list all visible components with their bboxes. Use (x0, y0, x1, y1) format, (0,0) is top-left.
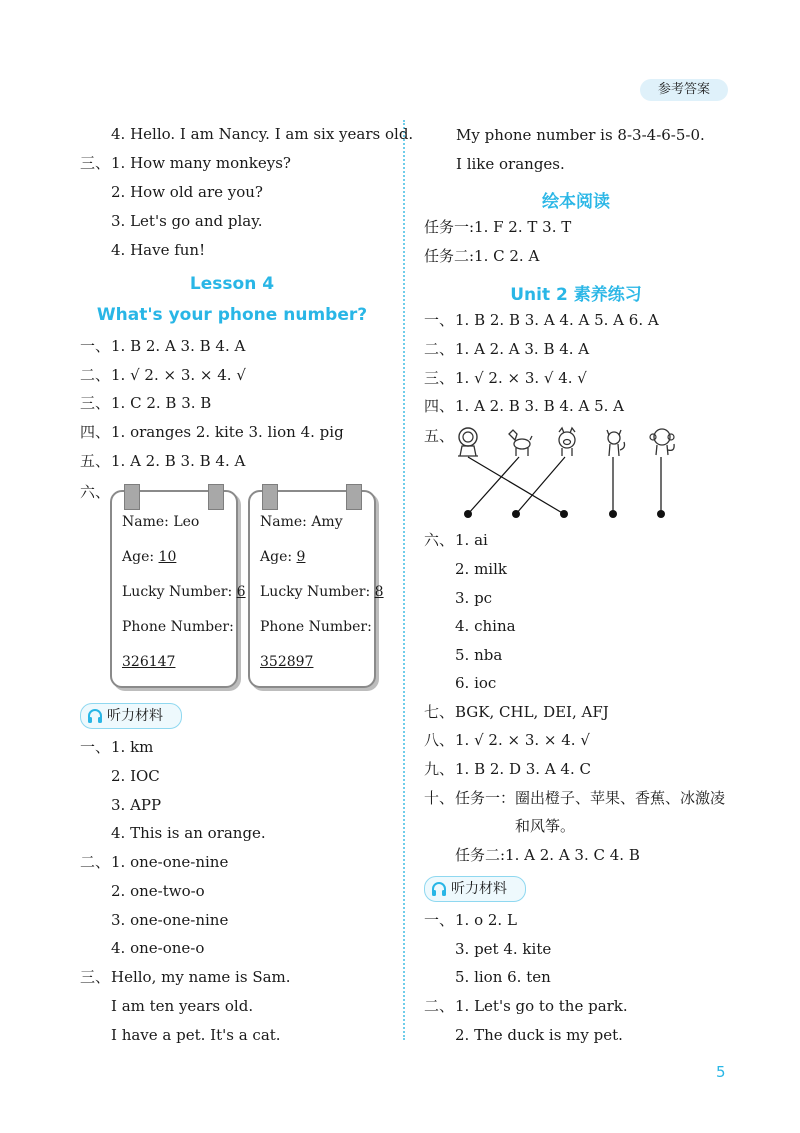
list-item: 1. o 2. L (455, 911, 517, 929)
list-item: 1. Let's go to the park. (455, 997, 628, 1015)
lesson-title: Lesson 4 (189, 274, 275, 294)
list-item: Hello, my name is Sam. (111, 968, 291, 986)
list-item: 2. milk (455, 560, 507, 578)
answer-row: 1. C 2. B 3. B (111, 394, 212, 412)
section-label: 三、 (80, 394, 111, 412)
list-item: 2. The duck is my pet. (455, 1026, 623, 1044)
answer-row: 1. A 2. B 3. B 4. A (111, 452, 246, 470)
clip-icon (124, 484, 140, 510)
picture-book-title: 绘本阅读 (542, 192, 610, 212)
answer-row: 1. A 2. B 3. B 4. A 5. A (455, 397, 625, 415)
section-label: 一、 (424, 911, 455, 929)
list-item: 3. pet 4. kite (455, 940, 552, 958)
list-item: 2. IOC (111, 767, 160, 785)
list-item: 2. How old are you? (111, 183, 263, 201)
right-line-oranges: I like oranges. (456, 155, 565, 173)
list-item: 5. nba (455, 646, 503, 664)
section-label: 八、 (424, 731, 455, 749)
clip-icon (262, 484, 278, 510)
section-label: 十、 (424, 789, 455, 807)
list-item: 5. lion 6. ten (455, 968, 551, 986)
list-item: 3. pc (455, 589, 493, 607)
card-age: Age: 10 (122, 549, 177, 565)
list-item: 1. km (111, 738, 154, 756)
list-item: 3. one-one-nine (111, 911, 229, 929)
clip-icon (208, 484, 224, 510)
card-phone: 326147 (122, 654, 176, 670)
clip-icon (346, 484, 362, 510)
section-label: 三、 (424, 369, 455, 387)
card-name: Name: Amy (260, 514, 343, 530)
headphones-icon (87, 708, 103, 724)
answer-row: 1. √ 2. × 3. √ 4. √ (455, 369, 587, 387)
task-row: 任务二:1. A 2. A 3. C 4. B (455, 846, 640, 864)
section-label: 四、 (80, 423, 111, 441)
task-row: 任务一:1. F 2. T 3. T (424, 218, 572, 236)
list-item: 4. china (455, 617, 516, 635)
answer-row: 1. B 2. B 3. A 4. A 5. A 6. A (455, 311, 659, 329)
task-row-cont: 和风筝。 (515, 817, 576, 835)
listening-label: 听力材料 (107, 708, 163, 724)
list-item: 1. How many monkeys? (111, 154, 291, 172)
card-phone-label: Phone Number: (122, 619, 234, 635)
match-dot (464, 510, 472, 518)
list-item: 3. APP (111, 796, 162, 814)
list-item: 1. ai (455, 531, 488, 549)
section-label: 二、 (80, 853, 111, 871)
list-item: 4. one-one-o (111, 939, 205, 957)
section-label: 二、 (424, 340, 455, 358)
answer-row: 1. √ 2. × 3. × 4. √ (455, 731, 590, 749)
unit-title: Unit 2 素养练习 (510, 285, 642, 305)
match-dot (609, 510, 617, 518)
section-label: 二、 (80, 366, 111, 384)
headphones-icon (431, 881, 447, 897)
section-label: 一、 (80, 337, 111, 355)
card-name: Name: Leo (122, 514, 200, 530)
answer-row: 1. oranges 2. kite 3. lion 4. pig (111, 423, 344, 441)
listening-material-tag (80, 703, 182, 729)
section-label: 五、 (424, 427, 455, 445)
card-age: Age: 9 (260, 549, 306, 565)
list-item: I am ten years old. (111, 997, 254, 1015)
list-item: I have a pet. It's a cat. (111, 1026, 281, 1044)
list-item: 4. Have fun! (111, 241, 206, 259)
answer-row: 1. √ 2. × 3. × 4. √ (111, 366, 246, 384)
match-dot (512, 510, 520, 518)
card-phone: 352897 (260, 654, 314, 670)
section-label: 六、 (80, 483, 111, 501)
matching-lines (440, 440, 680, 520)
lesson-subtitle: What's your phone number? (96, 305, 368, 325)
answer-row: BGK, CHL, DEI, AFJ (455, 703, 609, 721)
card-phone-label: Phone Number: (260, 619, 372, 635)
list-item: 1. one-one-nine (111, 853, 229, 871)
right-line-phone: My phone number is 8-3-4-6-5-0. (456, 126, 705, 144)
section-label: 三、 (80, 968, 111, 986)
list-item: 2. one-two-o (111, 882, 205, 900)
answer-row: 1. B 2. D 3. A 4. C (455, 760, 591, 778)
section-label: 二、 (424, 997, 455, 1015)
card-lucky: Lucky Number: 6 (122, 584, 246, 600)
task-row: 任务二:1. C 2. A (424, 247, 540, 265)
section-label: 七、 (424, 703, 455, 721)
page-number: 5 (716, 1063, 726, 1081)
section-label: 六、 (424, 531, 455, 549)
match-dot (560, 510, 568, 518)
listening-material-tag (424, 876, 526, 902)
card-lucky: Lucky Number: 8 (260, 584, 384, 600)
info-card-leo (110, 490, 246, 688)
left-line-nancy: 4. Hello. I am Nancy. I am six years old. (111, 125, 414, 143)
list-item: 4. This is an orange. (111, 824, 266, 842)
match-dot (657, 510, 665, 518)
answer-key-badge: 参考答案 (640, 79, 728, 101)
section-label: 三、 (80, 154, 111, 172)
answer-row: 1. A 2. A 3. B 4. A (455, 340, 590, 358)
info-card-amy (248, 490, 384, 688)
list-item: 6. ioc (455, 674, 497, 692)
list-item: 3. Let's go and play. (111, 212, 263, 230)
column-divider (403, 120, 405, 1040)
listening-label: 听力材料 (451, 881, 507, 897)
answer-row: 1. B 2. A 3. B 4. A (111, 337, 246, 355)
section-label: 一、 (80, 738, 111, 756)
task-row: 任务一：圈出橙子、苹果、香蕉、冰激凌 (455, 789, 726, 807)
section-label: 四、 (424, 397, 455, 415)
section-label: 一、 (424, 311, 455, 329)
section-label: 五、 (80, 452, 111, 470)
section-label: 九、 (424, 760, 455, 778)
